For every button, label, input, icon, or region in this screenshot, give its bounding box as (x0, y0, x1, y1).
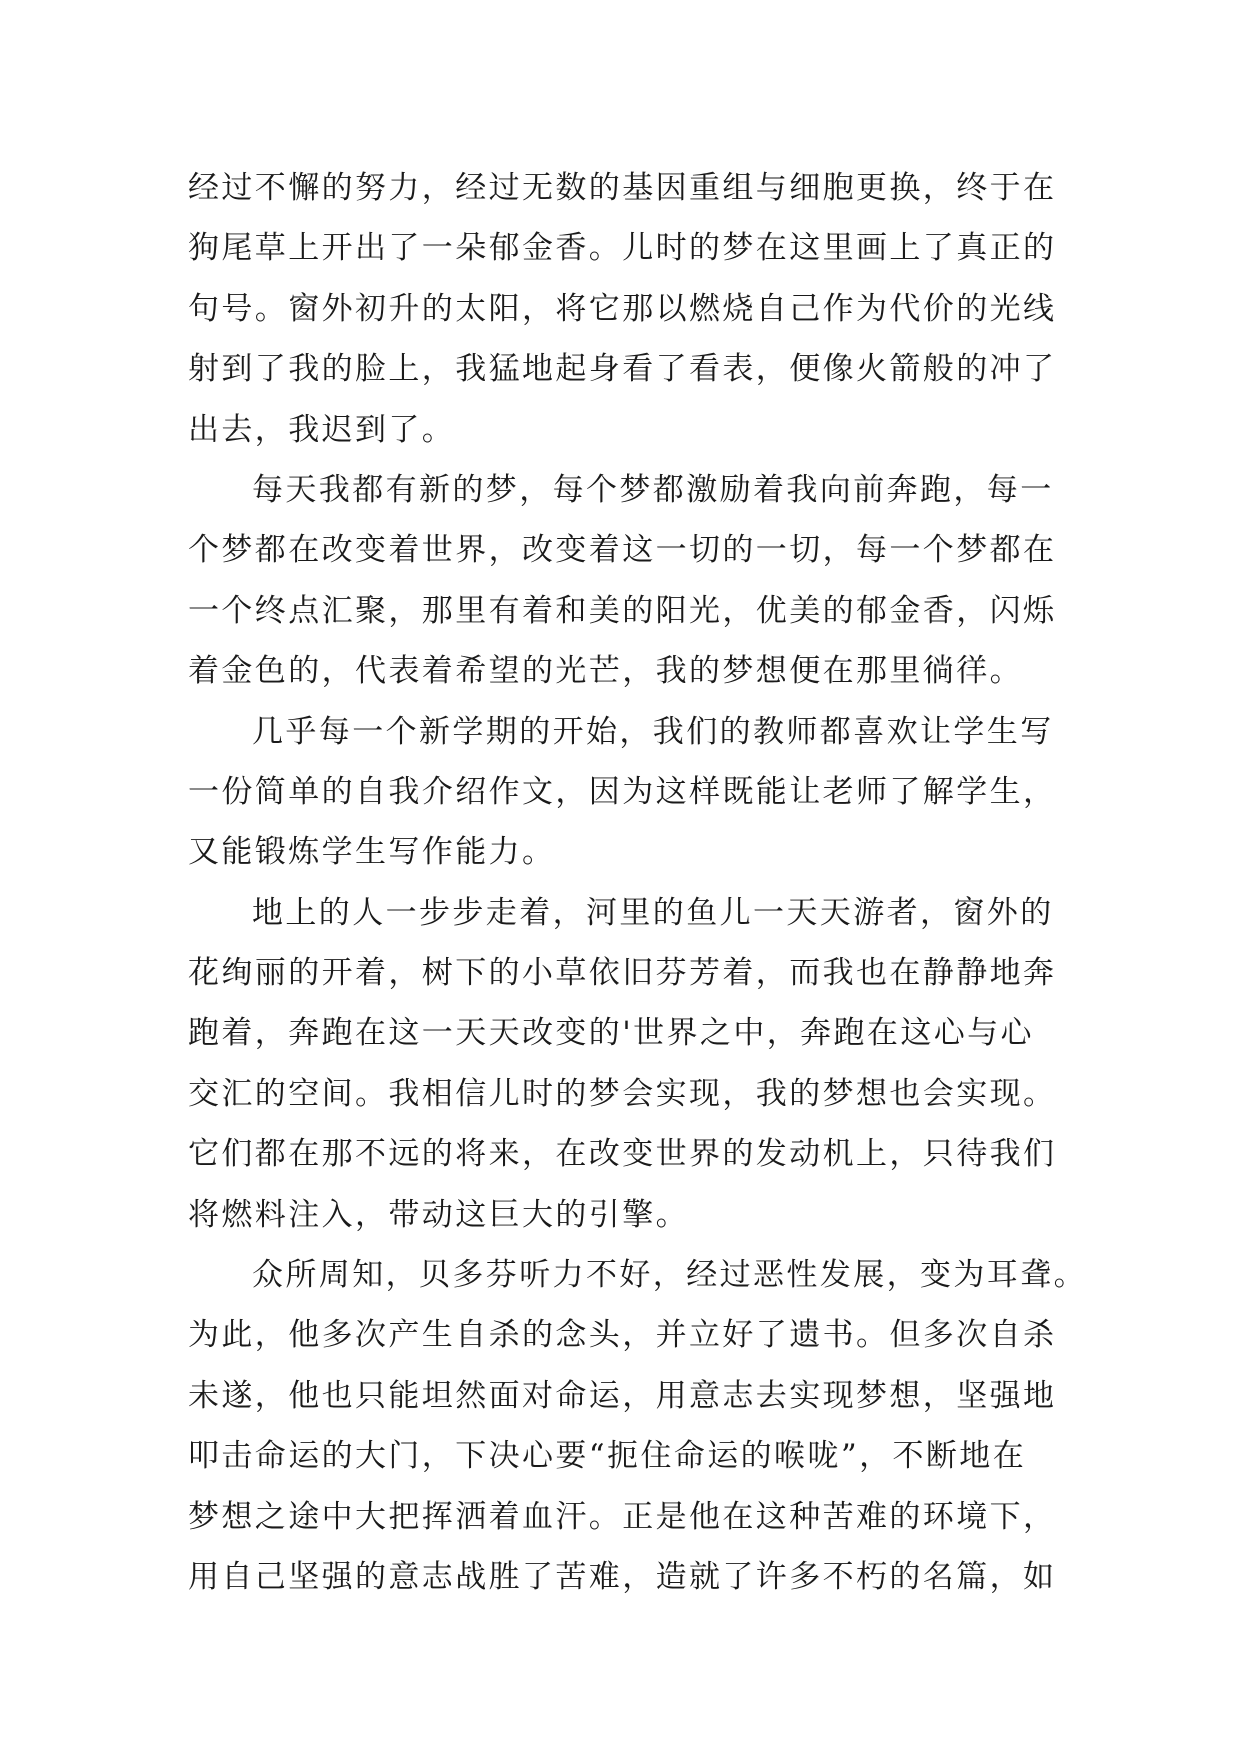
text-line: 句号。窗外初升的太阳，将它那以燃烧自己作为代价的光线 (188, 290, 1057, 327)
text-line: 狗尾草上开出了一朵郁金香。儿时的梦在这里画上了真正的 (188, 230, 1057, 267)
text-line: 经过不懈的努力，经过无数的基因重组与细胞更换，终于在 (188, 170, 1057, 206)
text-line: 一份简单的自我介绍作文，因为这样既能让老师了解学生， (188, 773, 1057, 810)
text-line: 未遂，他也只能坦然面对命运，用意志去实现梦想，坚强地 (188, 1377, 1057, 1414)
paragraph-first-line: 每天我都有新的梦，每个梦都激励着我向前奔跑，每一 (252, 471, 1054, 508)
text-line: 个梦都在改变着世界，改变着这一切的一切，每一个梦都在 (188, 532, 1057, 569)
text-line: 花绚丽的开着，树下的小草依旧芬芳着，而我也在静静地奔 (188, 955, 1057, 992)
paragraph-first-line: 众所周知，贝多芬听力不好，经过恶性发展，变为耳聋。 (252, 1257, 1087, 1294)
text-line: 用自己坚强的意志战胜了苦难，造就了许多不朽的名篇，如 (188, 1558, 1057, 1595)
text-line: 它们都在那不远的将来，在改变世界的发动机上，只待我们 (188, 1136, 1057, 1173)
text-line: 为此，他多次产生自杀的念头，并立好了遗书。但多次自杀 (188, 1317, 1057, 1354)
paragraph-first-line: 地上的人一步步走着，河里的鱼儿一天天游者，窗外的 (252, 894, 1054, 931)
body-text (188, 158, 1087, 1607)
text-line: 交汇的空间。我相信儿时的梦会实现，我的梦想也会实现。 (188, 1075, 1057, 1112)
text-line: 射到了我的脸上，我猛地起身看了看表，便像火箭般的冲了 (188, 351, 1057, 388)
text-line: 将燃料注入，带动这巨大的引擎。 (188, 1196, 689, 1233)
text-line: 又能锻炼学生写作能力。 (188, 834, 556, 871)
text-line: 着金色的，代表着希望的光芒，我的梦想便在那里徜徉。 (188, 653, 1023, 690)
text-line: 出去，我迟到了。 (188, 411, 456, 448)
text-line: 梦想之途中大把挥洒着血汗。正是他在这种苦难的环境下， (188, 1498, 1057, 1535)
text-line: 跑着，奔跑在这一天天改变的'世界之中，奔跑在这心与心 (188, 1015, 1034, 1052)
text-line: 一个终点汇聚，那里有着和美的阳光，优美的郁金香，闪烁 (188, 592, 1057, 629)
paragraph-first-line: 几乎每一个新学期的开始，我们的教师都喜欢让学生写 (252, 713, 1054, 750)
text-line: 叩击命运的大门，下决心要“扼住命运的喉咙”，不断地在 (188, 1438, 1027, 1475)
